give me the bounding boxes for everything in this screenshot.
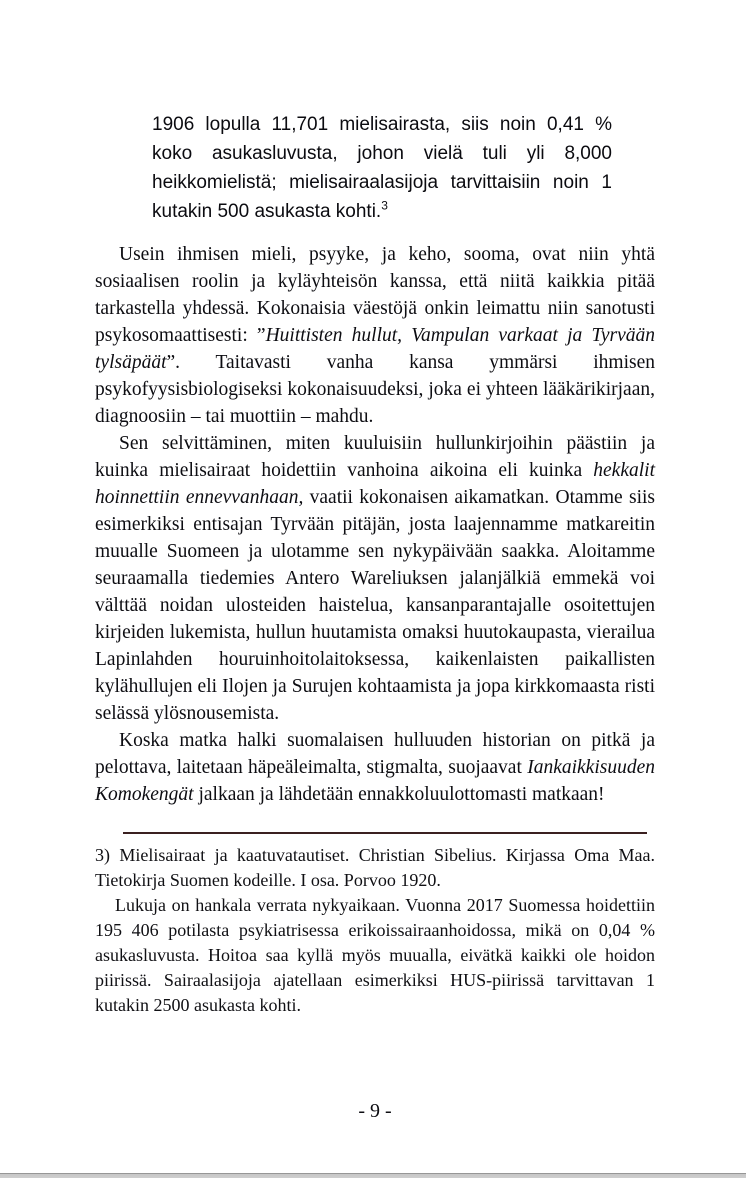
page-number: - 9 - [358,1100,392,1122]
page-content [95,110,655,1018]
text-run-italic: Iankaikkisuuden Komokengät [95,757,655,805]
block-quote [152,110,612,226]
body-text [95,241,655,808]
text-run: Sen selvittäminen, miten kuuluisiin hullunkirjoihin päästiin ja kuinka mielisairaat hoidettiin vanhoina aikoina eli kuinka [95,433,655,481]
footnote-block [95,843,655,1018]
body-paragraph [95,430,655,727]
footnote-paragraph: Lukuja on hankala verrata nykyaikaan. Vuonna 2017 Suomessa hoidettiin 195 406 potilasta psykiatrisessa erikoissairaanhoidossa, mikä on 0,04 % asukasluvusta. Hoitoa saa kyllä myös muualla, eivätkä kaikki ole hoidon piirissä. Sairaalasijoja ajatellaan esimerkiksi HUS-piirissä tarvittavan 1 kutakin 2500 asukasta kohti. [95,895,655,1015]
body-paragraph [95,241,655,430]
footnote-ref-marker: 3 [381,198,388,213]
text-run: jalkaan ja lähdetään ennakkoluulottomasti matkaan! [193,784,605,805]
body-paragraph [95,727,655,808]
text-run: ”. Taitavasti vanha kansa ymmärsi ihmisen psykofyysisbiologiseksi kokonaisuudeksi, joka ei yhteen lääkärikirjaan, diagnoosiin – tai muottiin – mahdu. [95,352,655,427]
text-run: vaatii kokonaisen aikamatkan. Otamme siis esimerkiksi entisajan Tyrvään pitäjän, josta laajennamme matkareitin muualle Suomeen ja ulotamme sen nykypäivään saakka. Aloitamme seuraamalla tiedemies Antero Wareliuksen jalanjälkiä emmekä voi välttää noidan ulosteiden haistelua, kansanparantajalle osoitettujen kirjeiden lukemista, hullun huutamista omaksi huutokaupasta, vierailua Lapinlahden houruinhoitolaitoksessa, kaikenlaisten paikallisten kylähullujen eli Ilojen ja Surujen kohtaamista ja jopa kirkkomaasta risti selässä ylösnousemista. [95,487,655,724]
footnote-paragraph: 3) Mielisairaat ja kaatuvatautiset. Christian Sibelius. Kirjassa Oma Maa. Tietokirja Suomen kodeille. I osa. Porvoo 1920. [95,845,655,890]
text-run: Usein ihmisen mieli, psyyke, ja keho, sooma, ovat niin yhtä sosiaalisen roolin ja kyläyhteisön kanssa, että niitä kaikkia pitää tarkastella yhdessä. Kokonaisia väestöjä onkin leimattu niin sanotusti psykosomaattisesti: ” [95,244,655,346]
footnote-divider-rule [123,832,647,834]
text-run-italic: hekkalit hoinnettiin ennevvanhaan, [95,460,655,508]
text-run-italic: Huittisten hullut, Vampulan varkaat ja Tyrvään tylsäpäät [95,325,655,373]
quote-text: 1906 lopulla 11,701 mielisairasta, siis noin 0,41 % koko asukasluvusta, johon vielä tuli yli 8,000 heikkomielistä; mielisairaalasijoja tarvittaisiin noin 1 kutakin 500 asukasta kohti. [152,114,612,222]
text-run: Koska matka halki suomalaisen hulluuden historian on pitkä ja pelottava, laitetaan häpeäleimalta, stigmalta, suojaavat [95,730,655,778]
page-edge-separator [0,1173,746,1178]
